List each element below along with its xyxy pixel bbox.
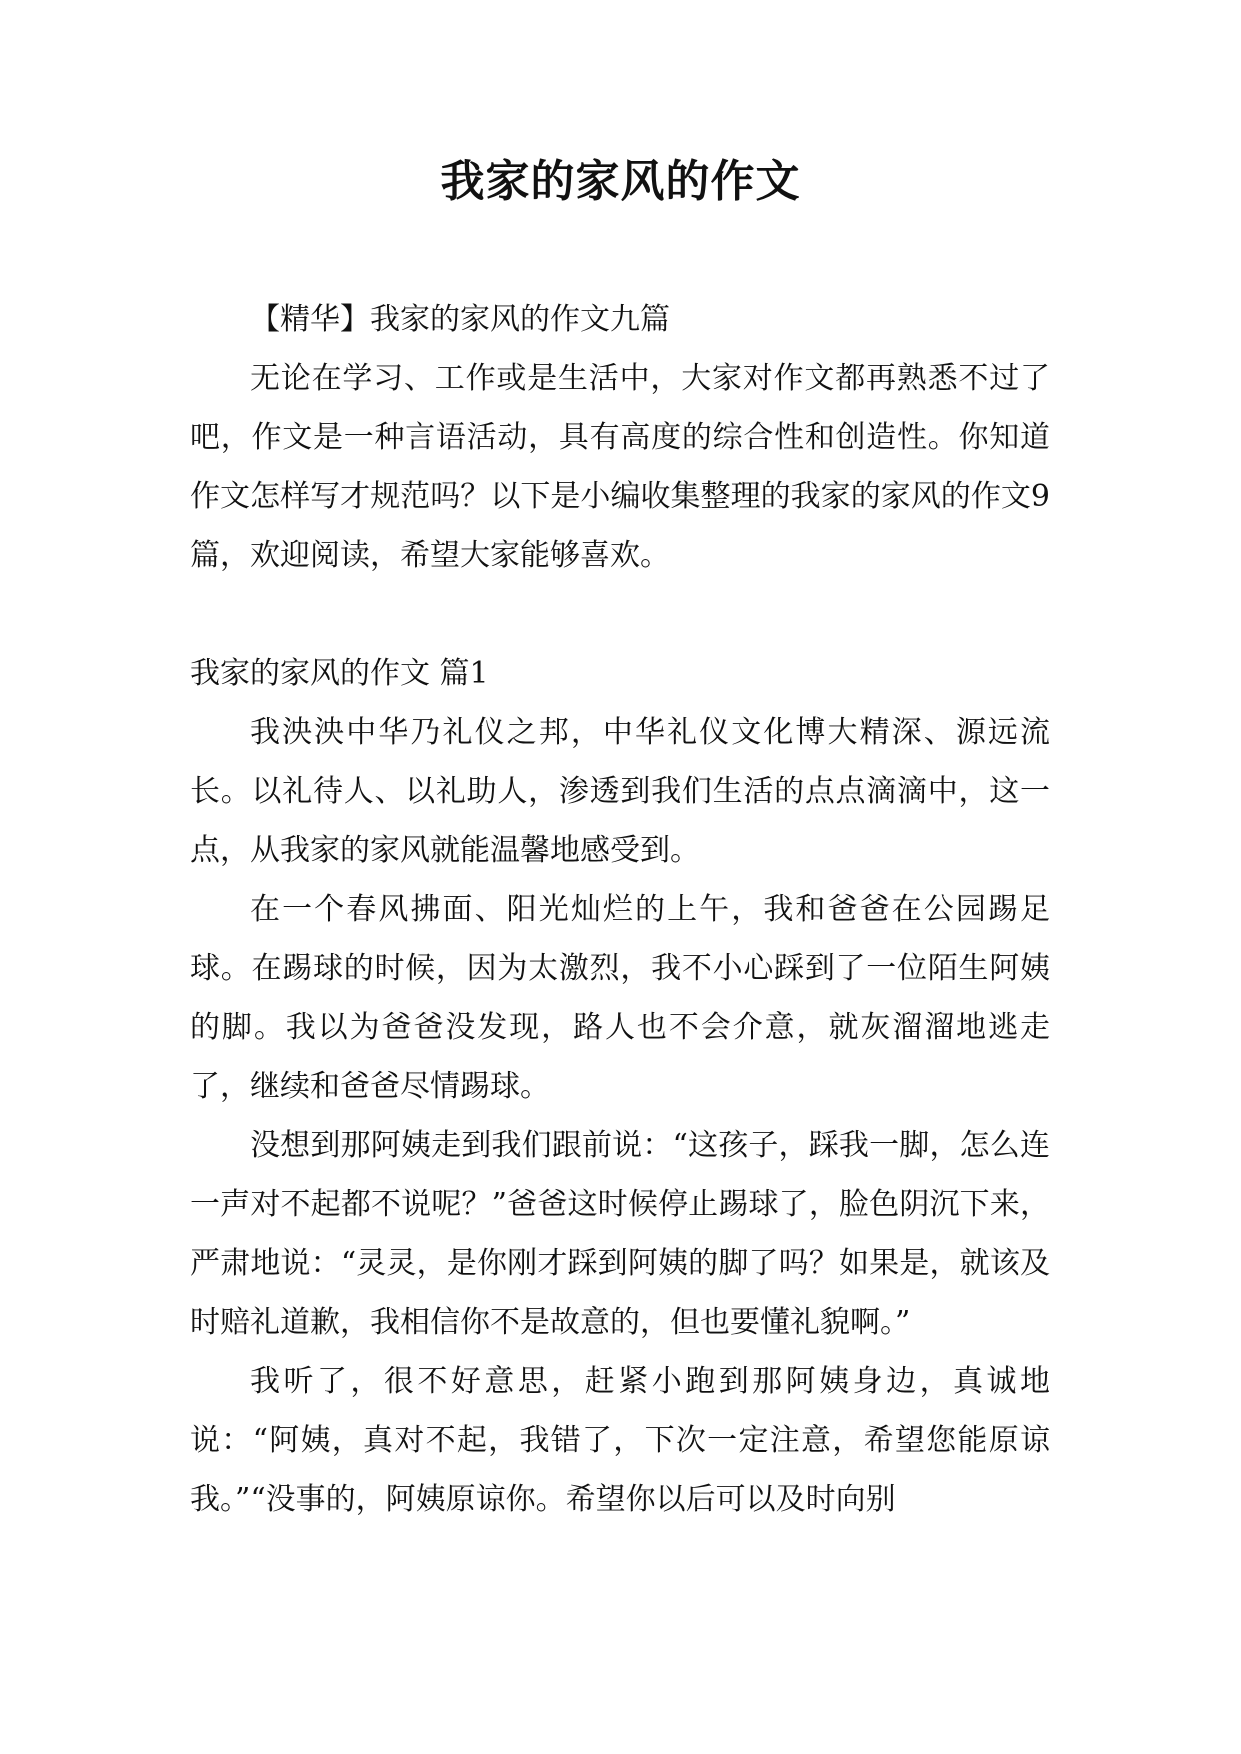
- body-paragraph-3: 没想到那阿姨走到我们跟前说：“这孩子，踩我一脚，怎么连一声对不起都不说呢？”爸爸这时候停止踢球了，脸色阴沉下来，严肃地说：“灵灵，是你刚才踩到阿姨的脚了吗？如果是，就该及时赔礼道歉，我相信你不是故意的，但也要懂礼貌啊。”: [190, 1128, 1050, 1340]
- document-title: 我家的家风的作文: [440, 156, 801, 207]
- document-subtitle: 【精华】我家的家风的作文九篇: [250, 302, 670, 337]
- body-paragraph-4: 我听了，很不好意思，赶紧小跑到那阿姨身边，真诚地说：“阿姨，真对不起，我错了，下次一定注意，希望您能原谅我。”“没事的，阿姨原谅你。希望你以后可以及时向别: [190, 1364, 1050, 1517]
- body-paragraph-1: 我泱泱中华乃礼仪之邦，中华礼仪文化博大精深、源远流长。以礼待人、以礼助人，渗透到我们生活的点点滴滴中，这一点，从我家的家风就能温馨地感受到。: [190, 715, 1050, 868]
- section-heading: 我家的家风的作文 篇1: [190, 656, 489, 691]
- body-paragraph-2: 在一个春风拂面、阳光灿烂的上午，我和爸爸在公园踢足球。在踢球的时候，因为太激烈，我不小心踩到了一位陌生阿姨的脚。我以为爸爸没发现，路人也不会介意，就灰溜溜地逃走了，继续和爸爸尽情踢球。: [190, 892, 1050, 1104]
- document-body: [190, 290, 1050, 1529]
- intro-paragraph: 无论在学习、工作或是生活中，大家对作文都再熟悉不过了吧，作文是一种言语活动，具有高度的综合性和创造性。你知道作文怎样写才规范吗？以下是小编收集整理的我家的家风的作文9篇，欢迎阅读，希望大家能够喜欢。: [190, 361, 1050, 573]
